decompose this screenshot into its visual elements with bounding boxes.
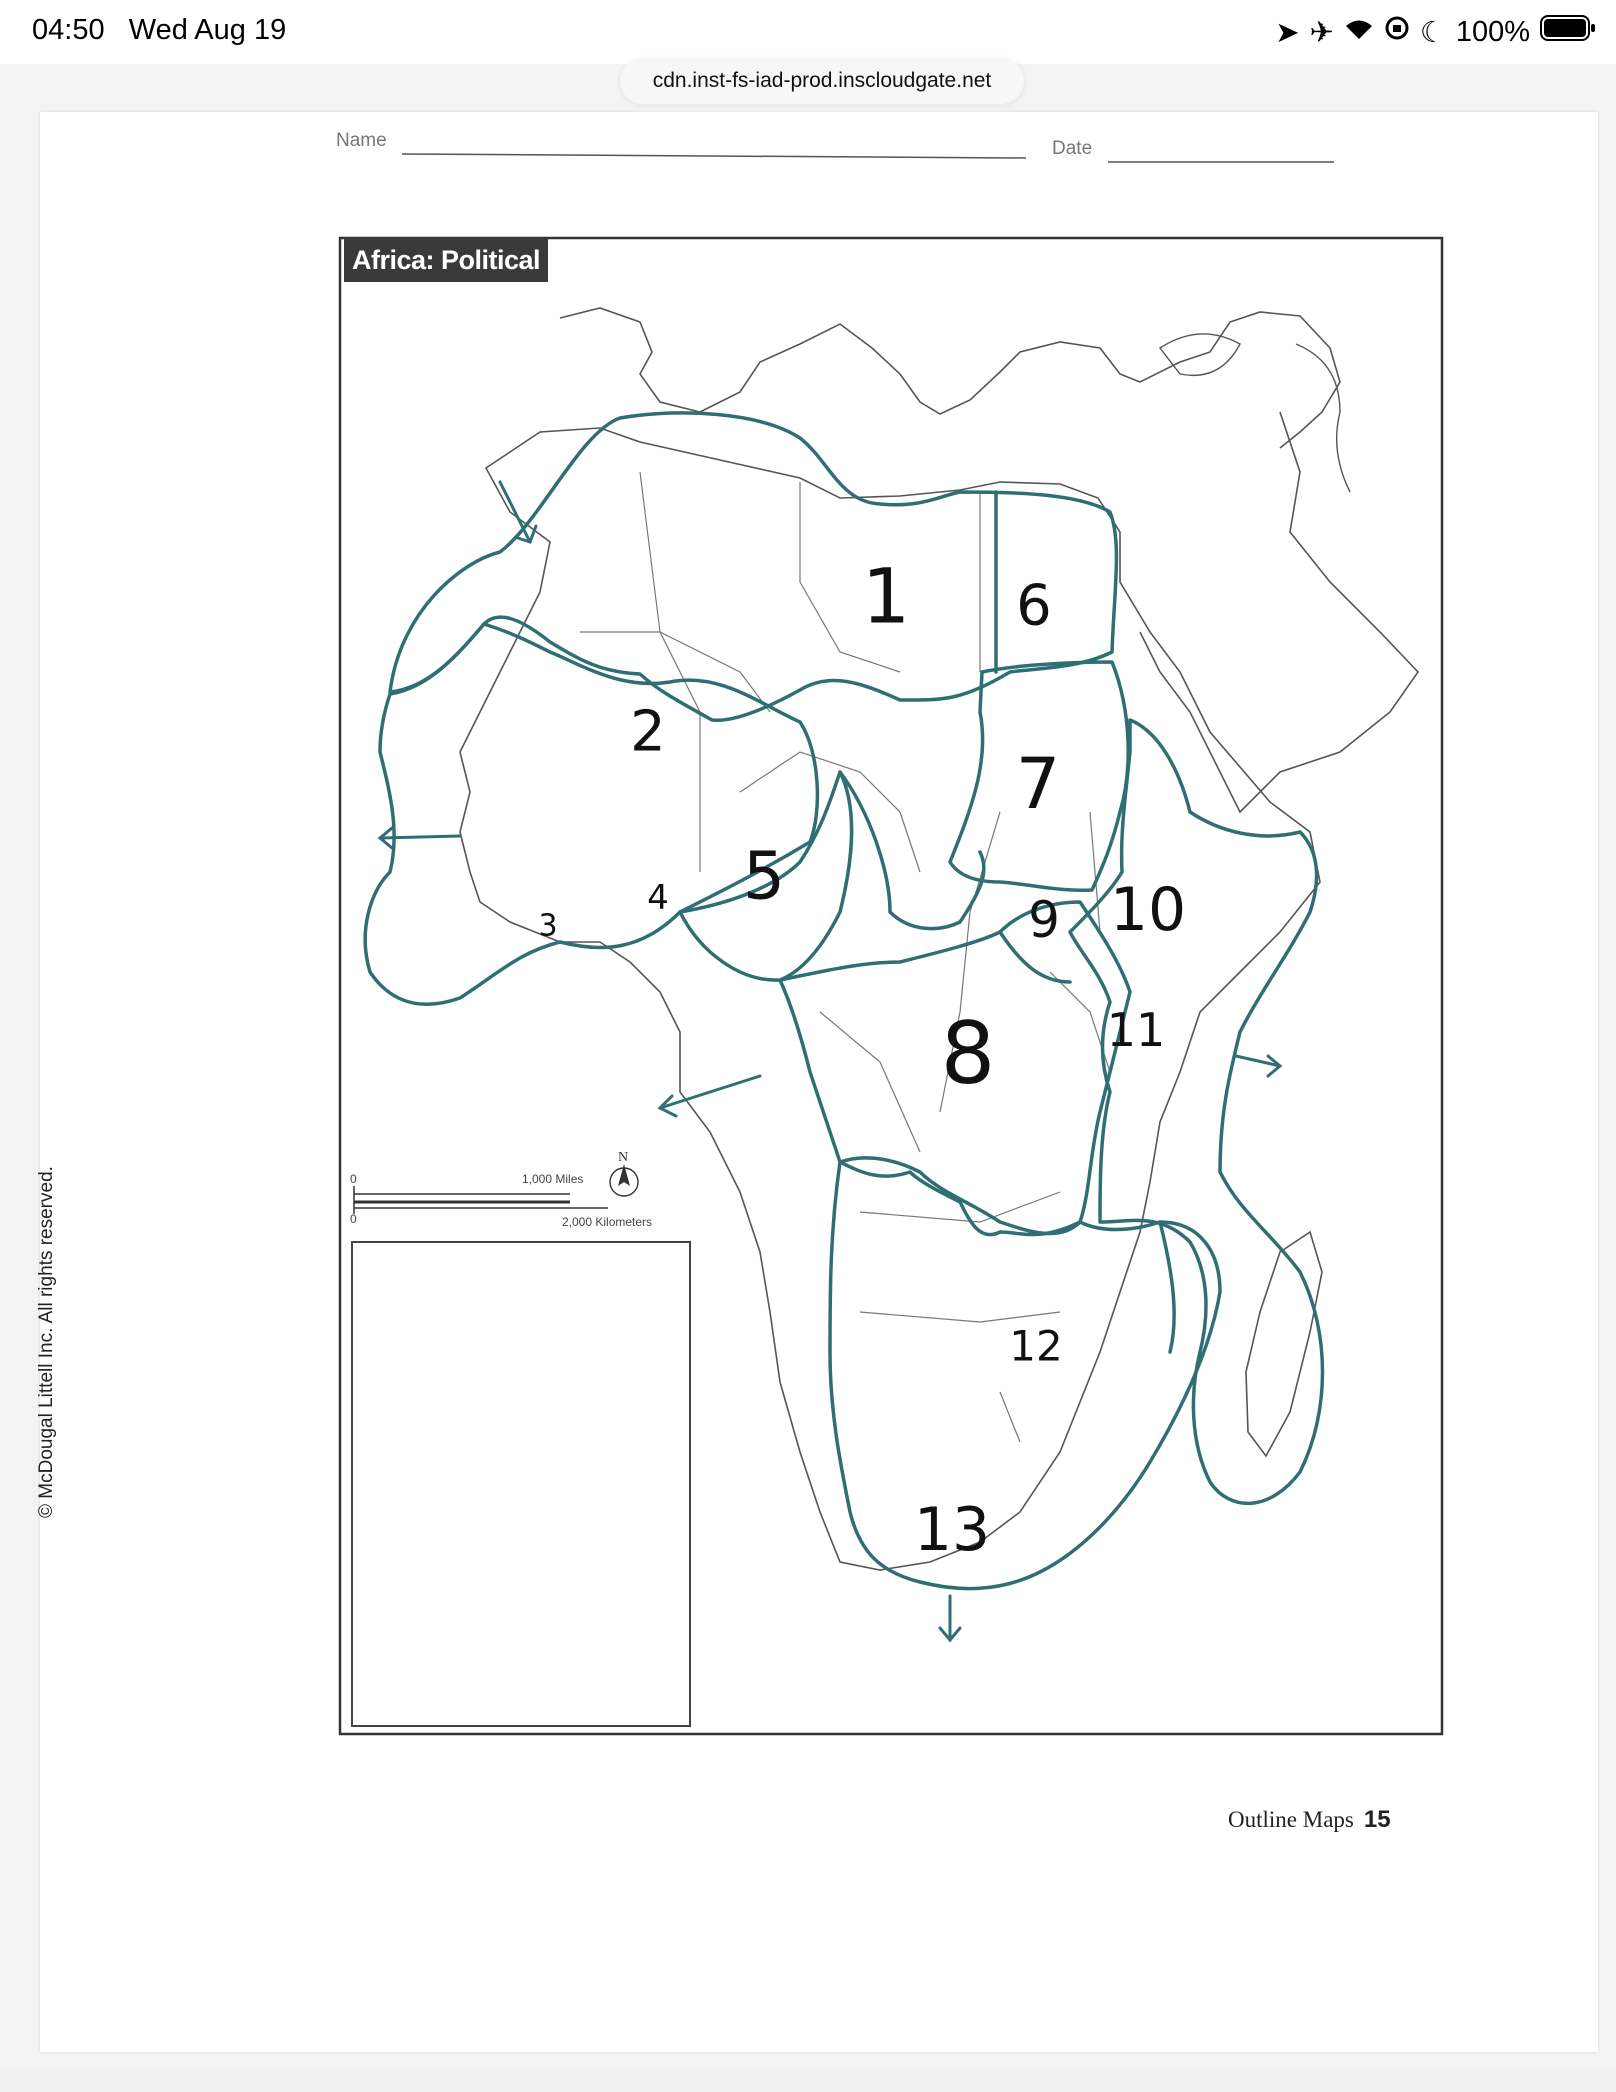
region-label-9: 9 [1028,891,1060,949]
status-icons [1275,12,1596,52]
caspian-outline [1296,344,1350,492]
status-time [32,14,286,47]
map-frame [340,238,1442,1734]
madagascar-outline [1246,1232,1322,1456]
bottom-strip [0,2070,1616,2092]
region-label-7: 7 [1015,743,1061,825]
name-blank-line [402,154,1026,158]
region-label-5: 5 [743,837,785,915]
scale-zero-miles: 0 [350,1172,357,1186]
scale-miles-label: 1,000 Miles [522,1172,584,1186]
region-label-4: 4 [647,878,669,918]
region-label-10: 10 [1109,875,1187,945]
status-bar [0,0,1616,64]
airplane-icon: ✈ [1309,16,1334,49]
handdrawn-regions [365,413,1322,1589]
clock-date: Wed Aug 19 [128,14,287,46]
europe-coastline [560,308,1340,448]
page-number: 15 [1363,1806,1391,1833]
wifi-icon [1344,16,1374,49]
location-icon: ➤ [1275,16,1300,49]
north-label: N [618,1150,629,1165]
region-label-11: 11 [1106,1003,1166,1057]
battery-icon [1540,14,1596,50]
region-label-13: 13 [913,1495,991,1565]
region-label-8: 8 [940,1004,996,1104]
clock-time: 04:50 [32,14,105,46]
region-label-2: 2 [630,699,666,765]
scale-bar [354,1186,608,1214]
page-footer [1228,1806,1391,1834]
compass-rose-icon [610,1164,638,1196]
scale-zero-km: 0 [350,1212,357,1226]
scale-km-label: 2,000 Kilometers [562,1215,653,1229]
region-label-6: 6 [1016,573,1052,639]
url-text: cdn.inst-fs-iad-prod.inscloudgate.net [652,69,992,92]
handdrawn-arrows [380,482,1280,1640]
url-bar[interactable] [620,58,1024,104]
orientation-lock-icon [1384,15,1410,49]
copyright-text: © McDougal Littell Inc. All rights reserved. [36,1166,57,1518]
moon-icon: ☾ [1419,16,1446,49]
map-drawing [40,112,1598,2052]
map-title: Africa: Political [344,238,548,282]
battery-percent: 100% [1455,15,1530,48]
worksheet-page [36,112,1598,2052]
footer-label: Outline Maps [1228,1807,1354,1832]
region-label-1: 1 [861,551,911,641]
legend-box [352,1242,690,1726]
arabia-coastline [1140,412,1418,812]
region-label-12: 12 [1009,1321,1063,1371]
date-label: Date [1052,138,1093,159]
region-label-3: 3 [538,908,558,944]
name-label: Name [336,130,387,151]
